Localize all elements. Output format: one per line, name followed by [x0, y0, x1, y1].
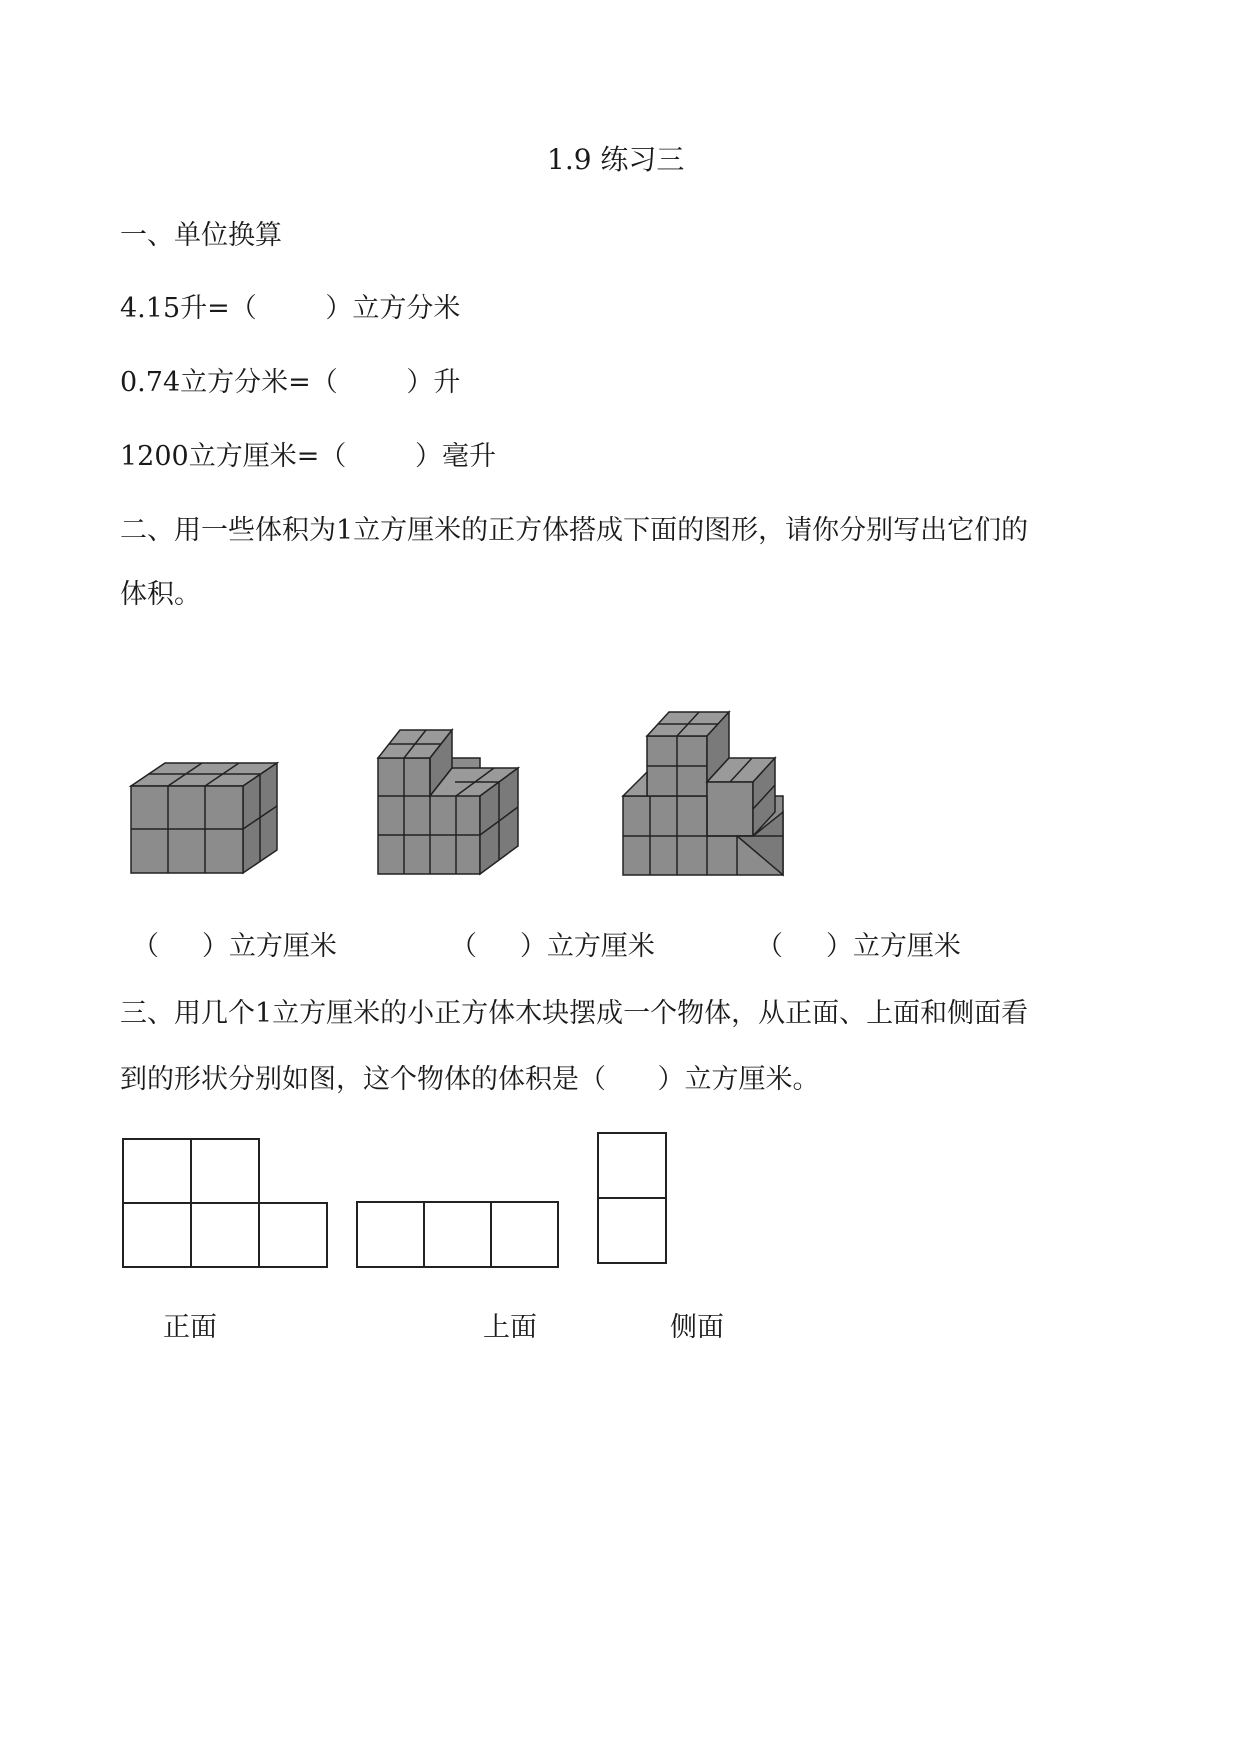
section3-heading-line1: 三、用几个1立方厘米的小正方体木块摆成一个物体，从正面、上面和侧面看 [120, 998, 1029, 1029]
conversion-line-1: 4.15升=（ ）立方分米 [120, 293, 461, 324]
answer-blank-figure-3: （ ）立方厘米 [756, 931, 961, 962]
section1-heading: 一、单位换算 [120, 220, 282, 251]
answer-blank-figure-2: （ ）立方厘米 [450, 931, 655, 962]
side-view-diagram [595, 1130, 669, 1267]
section2-heading-line2: 体积。 [120, 579, 201, 610]
page-title: 1.9 练习三 [547, 143, 685, 176]
conversion-line-2: 0.74立方分米=（ ）升 [120, 367, 461, 398]
view-label-side: 侧面 [670, 1312, 724, 1343]
section2-heading-line1: 二、用一些体积为1立方厘米的正方体搭成下面的图形，请你分别写出它们的 [120, 515, 1029, 546]
section3-heading-line2: 到的形状分别如图，这个物体的体积是（ ）立方厘米。 [120, 1064, 820, 1095]
cube-figure-1 [125, 755, 285, 885]
answer-blank-figure-1: （ ）立方厘米 [132, 931, 337, 962]
cube-figure-3 [617, 706, 797, 888]
cube-figure-2 [372, 722, 532, 887]
view-label-top: 上面 [483, 1312, 537, 1343]
conversion-line-3: 1200立方厘米=（ ）毫升 [120, 441, 496, 472]
top-view-diagram [354, 1199, 562, 1271]
front-view-diagram [120, 1136, 330, 1271]
view-label-front: 正面 [163, 1312, 217, 1343]
